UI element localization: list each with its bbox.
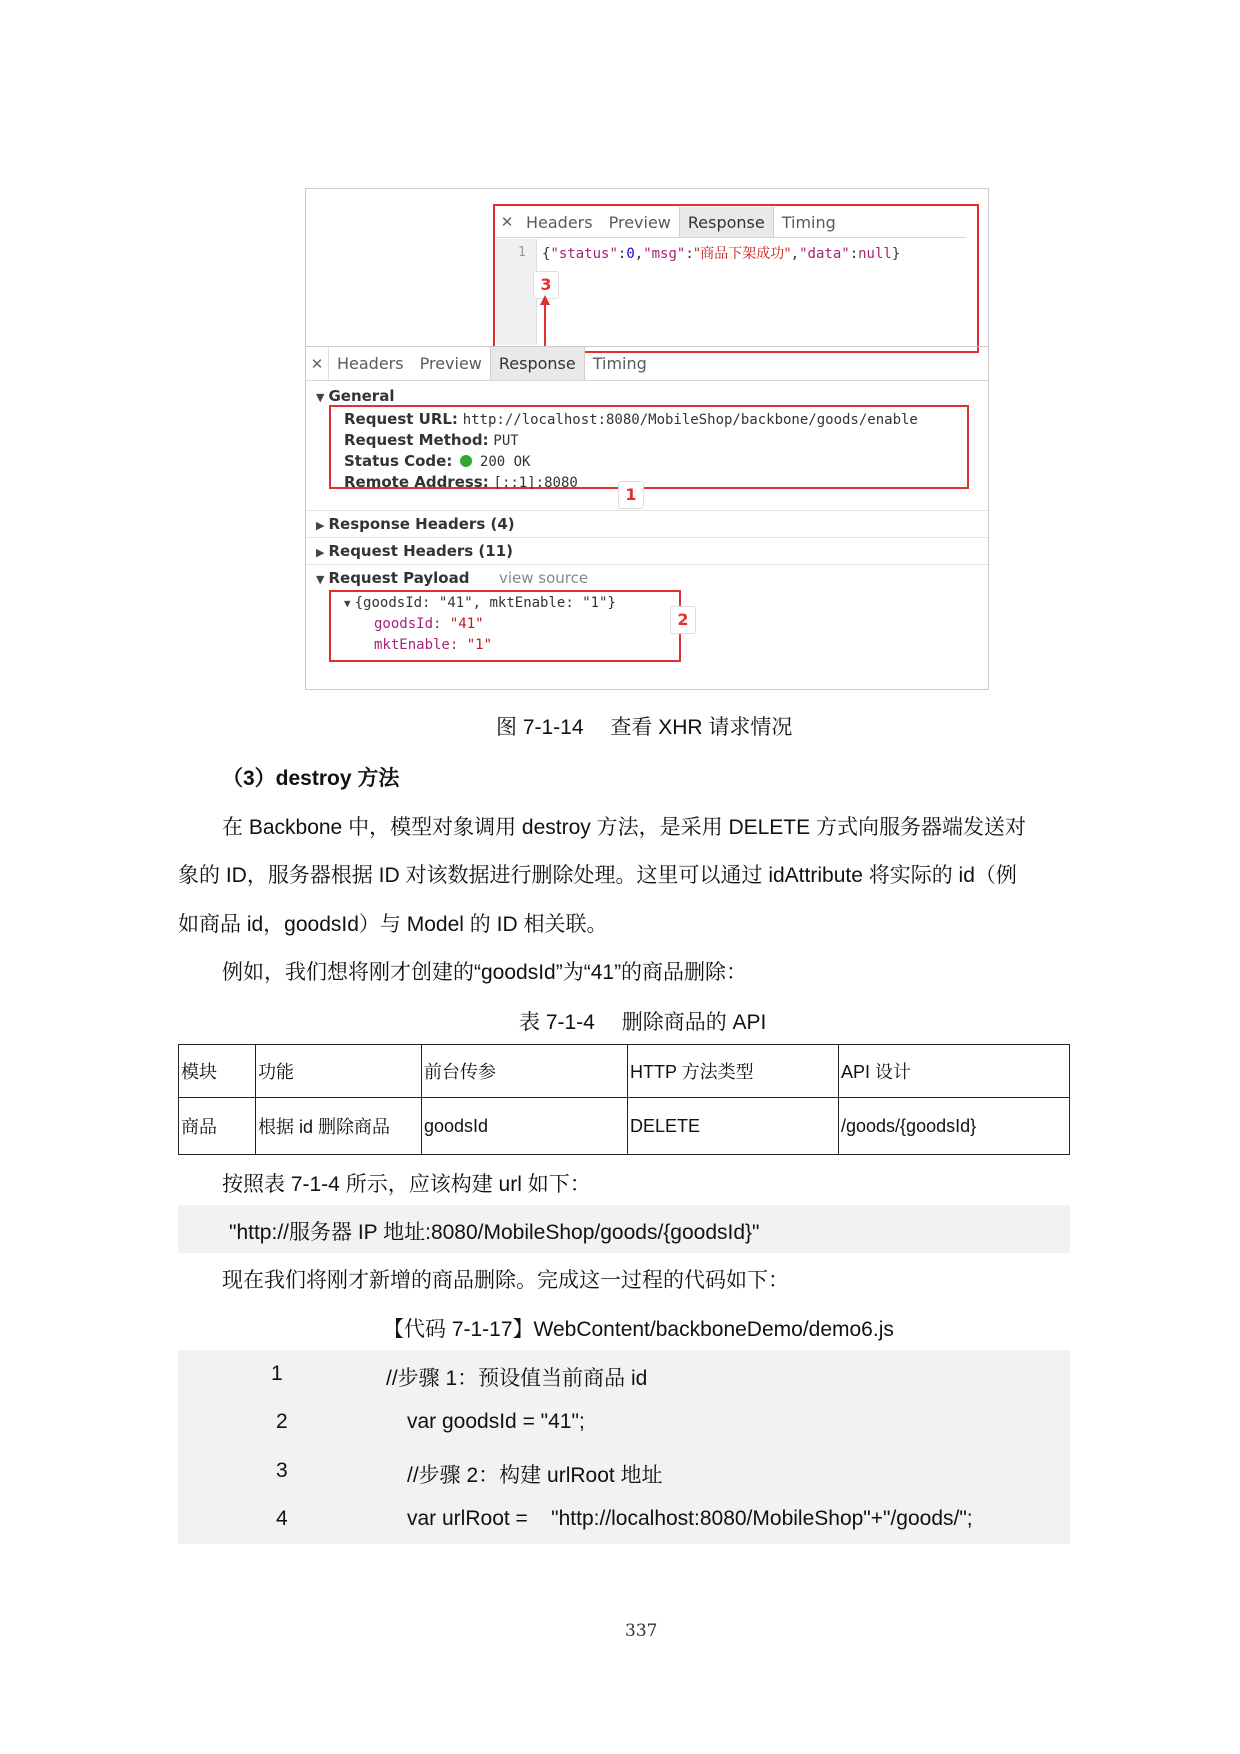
payload-value: "1" <box>466 637 493 653</box>
tab-preview[interactable]: Preview <box>419 354 482 373</box>
request-url-value: http://localhost:8080/MobileShop/backbone/goods/enable <box>462 412 918 428</box>
paragraph-line: 在 Backbone 中，模型对象调用 destroy 方法，是采用 DELETE 方式向服务器端发送对 <box>222 816 1026 839</box>
tab-headers[interactable]: Headers <box>526 212 593 232</box>
view-source-link[interactable]: view source <box>499 569 589 587</box>
code-line-text: var goodsId = "41"; <box>407 1410 585 1433</box>
request-method-row <box>344 431 519 449</box>
page-number: 337 <box>625 1621 658 1641</box>
xhr-devtools-figure <box>305 188 989 690</box>
paragraph-line: 现在我们将刚才新增的商品删除。完成这一过程的代码如下： <box>222 1269 789 1292</box>
request-method-label: Request Method: <box>344 431 489 449</box>
triangle-right-icon: ▶ <box>316 546 325 559</box>
code-line-text: var urlRoot = "http://localhost:8080/MobileShop"+"/goods/"; <box>407 1507 973 1530</box>
tab-headers[interactable]: Headers <box>328 347 412 380</box>
close-icon[interactable]: ✕ <box>500 213 514 231</box>
marker-1: 1 <box>618 481 644 509</box>
marker-2: 2 <box>670 606 696 634</box>
table-header-cell: 前台传参 <box>422 1045 628 1098</box>
status-dot-icon <box>460 455 472 467</box>
brace: } <box>891 246 901 262</box>
colon: : <box>849 246 859 262</box>
colon: : <box>617 246 627 262</box>
paragraph-line: 例如，我们想将刚才创建的“goodsId”为“41”的商品删除： <box>222 961 748 984</box>
close-icon[interactable]: ✕ <box>310 354 324 373</box>
marker-3: 3 <box>533 271 559 299</box>
comma: , <box>634 246 644 262</box>
request-payload-label: Request Payload <box>328 569 470 587</box>
code-line-text: //步骤 2：构建 urlRoot 地址 <box>407 1464 663 1487</box>
line-number: 1 <box>518 245 526 260</box>
general-section-toggle[interactable] <box>316 387 394 405</box>
table-header-cell: API 设计 <box>839 1045 1070 1098</box>
json-response <box>542 243 900 263</box>
tab-preview[interactable]: Preview <box>608 212 671 232</box>
payload-mkt-row <box>374 637 492 653</box>
remote-address-row <box>344 473 578 491</box>
response-headers-toggle[interactable] <box>316 515 515 533</box>
json-key: "data" <box>799 246 850 262</box>
line-gutter <box>496 239 537 345</box>
json-string: "商品下架成功" <box>693 246 791 262</box>
code-line-number: 2 <box>276 1410 288 1433</box>
tab-response[interactable]: Response <box>679 207 774 237</box>
paragraph-line: 象的 ID，服务器根据 ID 对该数据进行删除处理。这里可以通过 idAttribute 将实际的 id（例 <box>178 864 1017 887</box>
payload-key: goodsId: <box>374 616 442 632</box>
json-key: "msg" <box>643 246 686 262</box>
paragraph-line: 按照表 7-1-4 所示，应该构建 url 如下： <box>222 1173 591 1196</box>
request-payload-toggle[interactable] <box>316 569 469 587</box>
request-headers-toggle[interactable] <box>316 542 513 560</box>
tab-timing[interactable]: Timing <box>781 212 836 232</box>
tab-timing[interactable]: Timing <box>592 354 647 373</box>
url-example: "http://服务器 IP 地址:8080/MobileShop/goods/{goodsId}" <box>229 1221 760 1244</box>
response-headers-label: Response Headers (4) <box>328 515 515 533</box>
table-cell: goodsId <box>422 1098 628 1155</box>
divider <box>306 564 988 565</box>
table-header-cell: 功能 <box>256 1045 422 1098</box>
table-row <box>179 1098 1070 1155</box>
colon: : <box>685 246 694 262</box>
table-cell: DELETE <box>628 1098 839 1155</box>
divider <box>306 510 988 511</box>
table-cell: 商品 <box>179 1098 256 1155</box>
json-null: null <box>858 246 892 262</box>
divider <box>306 537 988 538</box>
top-devtools-tabbar <box>496 207 966 238</box>
remote-address-value: [::1]:8080 <box>493 475 578 491</box>
code-line-text: //步骤 1：预设值当前商品 id <box>386 1367 648 1390</box>
section-heading: （3）destroy 方法 <box>222 767 400 790</box>
comma: , <box>790 246 800 262</box>
remote-address-label: Remote Address: <box>344 473 489 491</box>
triangle-down-icon: ▼ <box>316 391 325 404</box>
table-cell: 根据 id 删除商品 <box>256 1098 422 1155</box>
table-header-row <box>179 1045 1070 1098</box>
payload-value: "41" <box>449 616 484 632</box>
arrow-up-icon <box>535 293 555 353</box>
status-code-label: Status Code: <box>344 452 453 470</box>
payload-key: mktEnable: <box>374 637 459 653</box>
table-cell: /goods/{goodsId} <box>839 1098 1070 1155</box>
request-url-label: Request URL: <box>344 410 458 428</box>
request-method-value: PUT <box>493 433 519 449</box>
json-number: 0 <box>626 246 635 262</box>
table-header-cell: HTTP 方法类型 <box>628 1045 839 1098</box>
triangle-down-icon: ▼ <box>316 573 325 586</box>
code-title: 【代码 7-1-17】WebContent/backboneDemo/demo6.js <box>383 1318 894 1341</box>
bottom-devtools-tabbar <box>306 347 988 381</box>
code-line-number: 1 <box>271 1362 283 1385</box>
figure-caption: 图 7-1-14 查看 XHR 请求情况 <box>496 716 793 739</box>
json-key: "status" <box>550 246 618 262</box>
triangle-right-icon: ▶ <box>316 519 325 532</box>
brace: { <box>542 246 551 262</box>
payload-goods-row <box>374 616 484 632</box>
triangle-down-icon: ▼ <box>344 597 351 610</box>
table-header-cell: 模块 <box>179 1045 256 1098</box>
code-line-number: 3 <box>276 1459 288 1482</box>
status-code-value: 200 OK <box>479 454 531 470</box>
status-code-row <box>344 452 530 470</box>
paragraph-line: 如商品 id，goodsId）与 Model 的 ID 相关联。 <box>178 913 608 936</box>
payload-summary-row[interactable] <box>344 595 616 611</box>
table-caption: 表 7-1-4 删除商品的 API <box>519 1011 767 1034</box>
code-line-number: 4 <box>276 1507 288 1530</box>
bottom-devtools-panel <box>306 346 988 690</box>
request-url-row <box>344 410 918 428</box>
payload-summary: {goodsId: "41", mktEnable: "1"} <box>354 595 616 611</box>
request-headers-label: Request Headers (11) <box>328 542 513 560</box>
tab-response[interactable]: Response <box>490 347 585 380</box>
general-label: General <box>328 387 395 405</box>
api-table <box>178 1044 1070 1155</box>
